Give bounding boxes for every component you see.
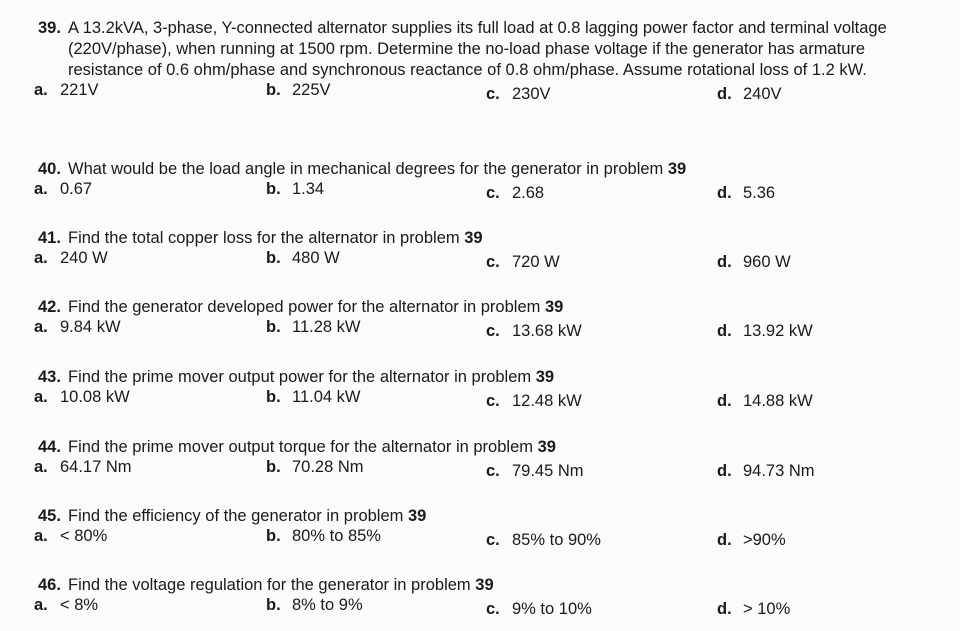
question-number: 40. xyxy=(38,160,61,178)
choice-letter: d. xyxy=(717,392,732,410)
choice-letter: b. xyxy=(266,458,281,476)
choice-b xyxy=(266,249,340,268)
question-8 xyxy=(34,575,938,618)
choice-value: 10.08 kW xyxy=(60,388,130,406)
choice-d xyxy=(717,600,790,619)
question-5 xyxy=(34,367,938,410)
choice-letter: a. xyxy=(34,458,48,476)
choice-value: > 10% xyxy=(743,600,791,618)
choice-d xyxy=(717,531,786,550)
question-body: Find the generator developed power for the alternator in problem xyxy=(68,298,541,316)
choice-c xyxy=(486,600,592,619)
choice-letter: d. xyxy=(717,85,732,103)
choice-letter: b. xyxy=(266,249,281,267)
choice-a xyxy=(34,527,107,546)
choice-b xyxy=(266,458,364,477)
choice-letter: a. xyxy=(34,180,48,198)
problem-reference: 39 xyxy=(537,438,556,456)
question-text xyxy=(38,506,938,527)
question-1 xyxy=(34,18,938,103)
question-body: Find the voltage regulation for the generator in problem xyxy=(68,576,471,594)
question-number: 39. xyxy=(38,19,61,37)
question-body: Find the prime mover output torque for the alternator in problem xyxy=(68,438,533,456)
choice-letter: d. xyxy=(717,253,732,271)
choice-b xyxy=(266,388,360,407)
choice-value: 240 W xyxy=(60,249,108,267)
choice-a xyxy=(34,249,108,268)
choice-letter: d. xyxy=(717,184,732,202)
choice-row xyxy=(34,318,938,340)
choice-letter: d. xyxy=(717,462,732,480)
question-number: 44. xyxy=(38,438,61,456)
choice-letter: a. xyxy=(34,249,48,267)
question-text xyxy=(38,297,938,318)
problem-reference: 39 xyxy=(475,576,494,594)
choice-row xyxy=(34,596,938,618)
question-body: Find the prime mover output power for the alternator in problem xyxy=(68,368,532,386)
choice-c xyxy=(486,392,582,411)
question-text xyxy=(38,437,938,458)
choice-letter: c. xyxy=(486,253,500,271)
question-text xyxy=(38,159,938,180)
question-body: Find the efficiency of the generator in problem xyxy=(68,507,404,525)
choice-value: 720 W xyxy=(512,253,560,271)
choice-value: 85% to 90% xyxy=(512,531,601,549)
choice-letter: c. xyxy=(486,600,500,618)
choice-letter: c. xyxy=(486,85,500,103)
choice-letter: d. xyxy=(717,600,732,618)
choice-letter: c. xyxy=(486,392,500,410)
choice-value: 12.48 kW xyxy=(512,392,582,410)
choice-value: 2.68 xyxy=(512,184,545,202)
problem-reference: 39 xyxy=(535,368,555,386)
choice-d xyxy=(717,253,791,272)
choice-row xyxy=(34,81,938,103)
choice-value: 13.92 kW xyxy=(743,322,813,340)
question-number: 45. xyxy=(38,507,61,525)
choice-b xyxy=(266,596,363,615)
choice-value: 0.67 xyxy=(60,180,93,198)
choice-value: 94.73 Nm xyxy=(743,462,815,480)
question-4 xyxy=(34,297,938,340)
problem-reference: 39 xyxy=(407,507,427,525)
choice-letter: c. xyxy=(486,322,500,340)
choice-a xyxy=(34,81,99,100)
choice-value: >90% xyxy=(743,531,786,549)
choice-a xyxy=(34,318,121,337)
choice-value: 480 W xyxy=(292,249,340,267)
choice-letter: d. xyxy=(717,322,732,340)
question-body: A 13.2kVA, 3-phase, Y-connected alternator supplies its full load at 0.8 lagging power factor and terminal voltage (220V/phase), when running at 1500 rpm. Determine the no-load phase voltage if the generator has armature resistance of 0.6 ohm/phase and synchronous reactance of 0.8 ohm/phase. Assume rotational loss of 1.2 kW. xyxy=(68,19,887,79)
choice-c xyxy=(486,462,584,481)
choice-letter: d. xyxy=(717,531,732,549)
choice-value: 221V xyxy=(60,81,99,99)
choice-value: 64.17 Nm xyxy=(60,458,132,476)
choice-a xyxy=(34,596,98,615)
choice-a xyxy=(34,180,92,199)
question-2 xyxy=(34,159,938,202)
choice-letter: a. xyxy=(34,527,48,545)
choice-row xyxy=(34,249,938,271)
question-3 xyxy=(34,228,938,271)
choice-letter: b. xyxy=(266,180,281,198)
question-6 xyxy=(34,437,938,480)
choice-letter: b. xyxy=(266,318,281,336)
choice-value: 8% to 9% xyxy=(292,596,363,614)
choice-row xyxy=(34,527,938,549)
question-text xyxy=(38,575,938,596)
question-body: What would be the load angle in mechanical degrees for the generator in problem xyxy=(68,160,664,178)
choice-letter: b. xyxy=(266,81,281,99)
question-7 xyxy=(34,506,938,549)
choice-value: < 8% xyxy=(60,596,99,614)
choice-c xyxy=(486,531,601,550)
choice-value: 79.45 Nm xyxy=(512,462,584,480)
question-number: 43. xyxy=(38,368,61,386)
choice-value: 225V xyxy=(292,81,331,99)
choice-b xyxy=(266,180,324,199)
choice-row xyxy=(34,180,938,202)
choice-value: 5.36 xyxy=(743,184,776,202)
choice-letter: a. xyxy=(34,81,48,99)
choice-row xyxy=(34,388,938,410)
problem-reference: 39 xyxy=(544,298,564,316)
choice-letter: a. xyxy=(34,318,48,336)
choice-value: 14.88 kW xyxy=(743,392,813,410)
choice-b xyxy=(266,318,360,337)
choice-c xyxy=(486,322,582,341)
choice-value: 9% to 10% xyxy=(512,600,592,618)
choice-letter: b. xyxy=(266,596,281,614)
choice-c xyxy=(486,85,551,104)
choice-value: 70.28 Nm xyxy=(292,458,364,476)
choice-letter: a. xyxy=(34,596,48,614)
choice-value: 240V xyxy=(743,85,782,103)
question-body: Find the total copper loss for the alternator in problem xyxy=(68,229,460,247)
choice-value: 11.28 kW xyxy=(292,318,361,336)
choice-a xyxy=(34,458,132,477)
choice-letter: c. xyxy=(486,184,500,202)
choice-value: 960 W xyxy=(743,253,791,271)
choice-b xyxy=(266,81,331,100)
choice-value: 1.34 xyxy=(292,180,325,198)
question-text xyxy=(38,18,938,81)
problem-reference: 39 xyxy=(667,160,687,178)
question-number: 41. xyxy=(38,229,61,247)
question-text xyxy=(38,367,938,388)
choice-a xyxy=(34,388,130,407)
choice-b xyxy=(266,527,381,546)
choice-letter: b. xyxy=(266,527,281,545)
choice-letter: c. xyxy=(486,531,500,549)
choice-value: 9.84 kW xyxy=(60,318,121,336)
choice-d xyxy=(717,392,813,411)
choice-value: 11.04 kW xyxy=(292,388,361,406)
question-text xyxy=(38,228,938,249)
choice-value: < 80% xyxy=(60,527,108,545)
choice-letter: a. xyxy=(34,388,48,406)
choice-d xyxy=(717,85,782,104)
choice-d xyxy=(717,322,813,341)
choice-value: 13.68 kW xyxy=(512,322,582,340)
problem-reference: 39 xyxy=(464,229,483,247)
question-number: 42. xyxy=(38,298,61,316)
choice-letter: b. xyxy=(266,388,281,406)
choice-d xyxy=(717,462,815,481)
question-number: 46. xyxy=(38,576,61,594)
choice-value: 80% to 85% xyxy=(292,527,381,545)
choice-letter: c. xyxy=(486,462,500,480)
choice-value: 230V xyxy=(512,85,551,103)
choice-c xyxy=(486,184,544,203)
choice-c xyxy=(486,253,560,272)
choice-row xyxy=(34,458,938,480)
choice-d xyxy=(717,184,775,203)
